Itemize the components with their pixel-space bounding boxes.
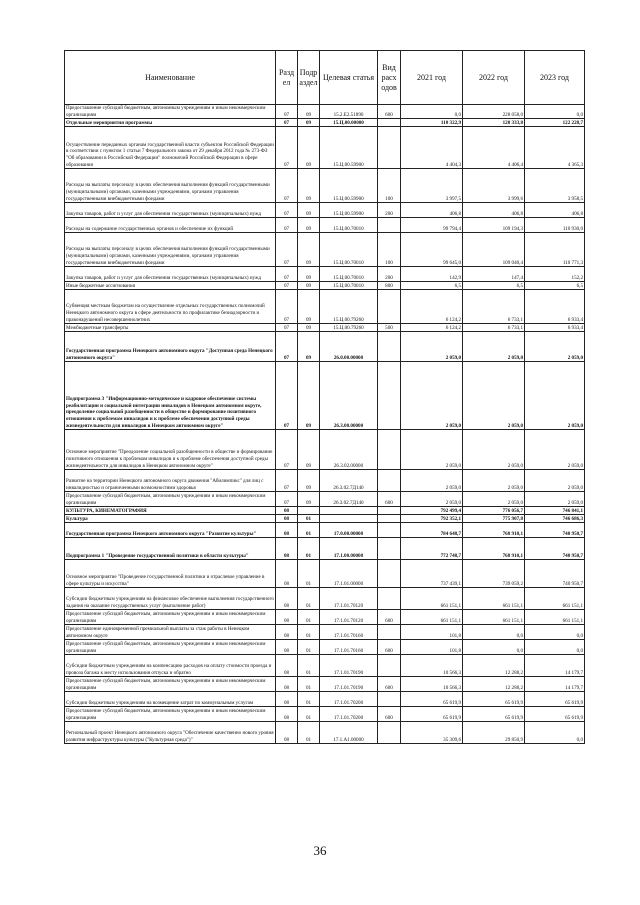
row-razdel: 07 [276,218,298,233]
row-amount-2022: 0,0 [463,625,525,640]
row-amount-2023: 4 365,3 [525,127,585,169]
row-amount-2022: 3 999,6 [463,169,525,203]
row-name: КУЛЬТУРА, КИНЕМАТОГРАФИЯ [65,507,276,515]
row-target-article: 17.1.01.70190 [320,655,378,677]
row-razdel: 08 [276,692,298,707]
row-name: Расходы на содержание государственных органов и обеспечение их функций [65,218,276,233]
row-name: Закупка товаров, работ и услуг для обеспечения государственных (муниципальных) нужд [65,203,276,218]
row-name: Предоставление субсидий бюджетным, автономным учреждениям и иным некоммерческим организациям [65,492,276,507]
budget-sheet [64,50,584,744]
row-target-article: 15.Ц.00.79260 [320,324,378,332]
row-name: Предоставление субсидий бюджетным, автономным учреждениям и иным некоммерческим организациям [65,677,276,692]
table-row [65,677,585,692]
table-row [65,560,585,588]
row-podrazdel: 09 [298,203,320,218]
row-expense-type: 600 [378,677,401,692]
row-name: Отдельные мероприятия программы [65,119,276,127]
row-target-article: 26.3.02.7Д140 [320,470,378,492]
row-amount-2022: 2 059,0 [463,470,525,492]
row-expense-type [378,507,401,515]
row-podrazdel: 09 [298,119,320,127]
table-row [65,127,585,169]
row-target-article: 17.1.01.70200 [320,692,378,707]
row-expense-type: 100 [378,169,401,203]
table-row [65,655,585,677]
row-expense-type [378,430,401,470]
row-amount-2022: 6 733,1 [463,290,525,324]
row-expense-type: 600 [378,492,401,507]
row-amount-2022: 768 910,1 [463,523,525,538]
row-name: Развитие на территории Ненецкого автономного округа движения "Абилимпикс" для лиц с инвалидностью и ограниченными возможностями здоровья [65,470,276,492]
table-row [65,507,585,515]
row-amount-2021: 406,8 [401,203,463,218]
row-razdel: 08 [276,560,298,588]
row-target-article: 17.1.01.70120 [320,610,378,625]
table-row [65,625,585,640]
row-amount-2023: 110 930,0 [525,218,585,233]
row-amount-2021: 2 059,0 [401,362,463,430]
row-razdel: 07 [276,119,298,127]
row-podrazdel: 09 [298,233,320,267]
row-amount-2023: 6 933,4 [525,290,585,324]
row-amount-2021: 2 059,0 [401,430,463,470]
row-amount-2021: 65 619,9 [401,692,463,707]
row-target-article: 15.Ц.00.70010 [320,233,378,267]
row-podrazdel: 01 [298,515,320,523]
row-name: Предоставление субсидий бюджетным, автономным учреждениям и иным некоммерческим организациям [65,610,276,625]
table-row [65,707,585,722]
row-target-article: 15.2.Е2.51890 [320,105,378,119]
table-row [65,430,585,470]
table-row [65,515,585,523]
row-razdel: 08 [276,507,298,515]
row-target-article: 17.1.01.00000 [320,560,378,588]
row-amount-2023: 152,2 [525,267,585,282]
row-expense-type [378,655,401,677]
row-name: Подпрограмма 1 "Проведение государственной политики в области культуры" [65,538,276,560]
header-razdel: Разд ел [276,51,298,105]
table-row [65,267,585,282]
row-razdel: 08 [276,640,298,655]
row-amount-2022: 147,4 [463,267,525,282]
row-amount-2023: 122 228,7 [525,119,585,127]
row-podrazdel: 01 [298,588,320,610]
table-row [65,290,585,324]
row-podrazdel: 01 [298,722,320,744]
row-expense-type [378,362,401,430]
header-year-2021: 2021 год [401,51,463,105]
table-row [65,588,585,610]
row-podrazdel: 01 [298,677,320,692]
row-podrazdel: 09 [298,290,320,324]
row-target-article [320,515,378,523]
row-amount-2022: 12 288,2 [463,677,525,692]
row-amount-2023: 0,0 [525,105,585,119]
header-podrazdel: Подр аздел [298,51,320,105]
row-name: Государственная программа Ненецкого автономного округа "Развитие культуры" [65,523,276,538]
table-row [65,470,585,492]
row-amount-2022: 109 194,3 [463,218,525,233]
row-podrazdel: 01 [298,538,320,560]
table-row [65,282,585,290]
row-podrazdel: 09 [298,105,320,119]
row-target-article: 17.1.01.70160 [320,625,378,640]
row-razdel: 08 [276,655,298,677]
row-amount-2022: 4 406,4 [463,127,525,169]
table-row [65,692,585,707]
row-amount-2021: 737 439,1 [401,560,463,588]
row-amount-2023: 0,0 [525,722,585,744]
row-razdel: 08 [276,625,298,640]
row-name: Субсидии бюджетным учреждениям на компенсацию расходов на оплату стоимости проезда и провоза багажа к месту использования отпуска и обратно [65,655,276,677]
row-amount-2023: 110 771,3 [525,233,585,267]
row-expense-type [378,470,401,492]
row-name: Предоставление субсидий бюджетным, автономным учреждениям и иным некоммерческим организациям [65,640,276,655]
row-amount-2021: 792 499,4 [401,507,463,515]
row-amount-2021: 35 309,6 [401,722,463,744]
row-amount-2022: 2 059,0 [463,430,525,470]
row-razdel: 08 [276,523,298,538]
row-razdel: 08 [276,677,298,692]
row-expense-type: 600 [378,707,401,722]
row-amount-2022: 2 059,0 [463,332,525,362]
row-target-article: 15.Ц.00.59900 [320,169,378,203]
row-amount-2022: 29 850,9 [463,722,525,744]
table-row [65,105,585,119]
table-row [65,119,585,127]
row-amount-2021: 110 322,9 [401,119,463,127]
row-amount-2021: 2 059,0 [401,492,463,507]
row-amount-2023: 0,0 [525,640,585,655]
row-amount-2021: 65 619,9 [401,707,463,722]
header-name: Наименование [65,51,276,105]
row-amount-2022: 12 288,2 [463,655,525,677]
row-podrazdel: 09 [298,282,320,290]
row-target-article: 26.3.02.00000 [320,430,378,470]
row-amount-2021: 772 748,7 [401,538,463,560]
row-podrazdel: 01 [298,560,320,588]
row-target-article: 17.1.01.70190 [320,677,378,692]
table-row [65,523,585,538]
row-amount-2022: 776 056,7 [463,507,525,515]
row-razdel: 07 [276,203,298,218]
row-target-article: 26.0.00.00000 [320,332,378,362]
row-target-article: 15.Ц.00.70010 [320,282,378,290]
row-podrazdel: 09 [298,362,320,430]
row-razdel: 07 [276,430,298,470]
row-razdel: 07 [276,332,298,362]
row-expense-type: 600 [378,610,401,625]
row-razdel: 07 [276,127,298,169]
row-expense-type: 500 [378,324,401,332]
row-amount-2023: 2 059,0 [525,332,585,362]
row-razdel: 07 [276,105,298,119]
row-razdel: 08 [276,588,298,610]
row-razdel: 08 [276,538,298,560]
row-amount-2023: 406,8 [525,203,585,218]
row-podrazdel: 01 [298,610,320,625]
page-number: 36 [313,843,327,858]
row-name: Осуществление переданных органам государственной власти субъектов Российской Федерации в соответствии с пунктом 1 статьи 7 Федерального закона от 29 декабря 2012 года № 273-ФЗ "Об образовании в Российской Федерации" полномочий Российской Федерации в сфере образования [65,127,276,169]
row-name: Субвенция местным бюджетам на осуществление отдельных государственных полномочий Ненецкого автономного округа в сфере деятельности по профилактике безнадзорности и правонарушений несовершеннолетних [65,290,276,324]
row-razdel: 07 [276,282,298,290]
row-amount-2021: 10 566,3 [401,677,463,692]
row-amount-2023: 14 179,7 [525,655,585,677]
row-amount-2021: 784 648,7 [401,523,463,538]
row-name: Государственная программа Ненецкого автономного округа "Доступная среда Ненецкого автономного округа" [65,332,276,362]
row-amount-2021: 10 566,3 [401,655,463,677]
row-expense-type [378,290,401,324]
row-amount-2023: 661 151,1 [525,610,585,625]
row-name: Предоставление субсидий бюджетным, автономным учреждениям и иным некоммерческим организациям [65,105,276,119]
row-podrazdel: 09 [298,169,320,203]
row-amount-2023: 2 059,0 [525,492,585,507]
row-name: Основное мероприятие "Проведение государственной политики и отраслевое управление в сфере культуры и искусства" [65,560,276,588]
row-expense-type [378,722,401,744]
row-podrazdel: 09 [298,267,320,282]
row-amount-2022: 65 619,9 [463,692,525,707]
row-razdel: 07 [276,290,298,324]
row-expense-type [378,515,401,523]
row-amount-2022: 109 040,4 [463,233,525,267]
row-podrazdel: 09 [298,430,320,470]
row-amount-2023: 740 950,7 [525,523,585,538]
table-row [65,538,585,560]
row-name: Субсидии бюджетным учреждениям на возмещение затрат по коммунальным услугам [65,692,276,707]
row-razdel: 07 [276,324,298,332]
row-amount-2023: 2 059,0 [525,362,585,430]
row-target-article: 26.3.00.00000 [320,362,378,430]
row-amount-2021: 661 151,1 [401,610,463,625]
row-expense-type [378,538,401,560]
row-podrazdel [298,507,320,515]
row-amount-2021: 99 645,0 [401,233,463,267]
row-podrazdel: 01 [298,640,320,655]
table-row [65,169,585,203]
row-podrazdel: 01 [298,523,320,538]
row-target-article: 17.0.00.00000 [320,523,378,538]
row-podrazdel: 09 [298,470,320,492]
row-razdel: 08 [276,707,298,722]
row-target-article: 15.Ц.00.79260 [320,290,378,324]
row-expense-type [378,625,401,640]
row-amount-2023: 740 950,7 [525,560,585,588]
row-target-article: 17.1.01.70160 [320,640,378,655]
row-expense-type [378,218,401,233]
row-amount-2023: 65 619,9 [525,707,585,722]
row-podrazdel: 01 [298,625,320,640]
row-amount-2023: 2 059,0 [525,470,585,492]
budget-table [64,50,585,744]
row-razdel: 08 [276,515,298,523]
row-razdel: 07 [276,492,298,507]
row-amount-2022: 120 333,8 [463,119,525,127]
row-name: Культура [65,515,276,523]
row-amount-2021: 6 124,2 [401,290,463,324]
row-name: Подпрограмма 3 "Информационно-методическое и кадровое обеспечение системы реабилитации и социальной интеграции инвалидов в Ненецком автономном округе, преодоление социальной разобщенности в обществе и формирование позитивного отношения к проблемам инвалидов и к проблеме обеспечения доступной среды жизнедеятельности для инвалидов в Ненецком автономном округе" [65,362,276,430]
row-amount-2023: 6,5 [525,282,585,290]
row-expense-type: 100 [378,233,401,267]
table-header-row [65,51,585,105]
row-amount-2021: 2 059,0 [401,332,463,362]
row-amount-2022: 6,5 [463,282,525,290]
row-target-article: 15.Ц.00.70010 [320,218,378,233]
row-podrazdel: 09 [298,332,320,362]
row-amount-2023: 746 841,1 [525,507,585,515]
header-expense-type: Вид расх одов [378,51,401,105]
row-target-article: 15.Ц.00.00000 [320,119,378,127]
header-target-article: Целевая статья [320,51,378,105]
row-amount-2022: 2 059,0 [463,362,525,430]
row-expense-type: 600 [378,640,401,655]
row-name: Региональный проект Ненецкого автономного округа "Обеспечение качественно нового уровня развития инфраструктуры культуры ("Культурная среда")" [65,722,276,744]
table-row [65,492,585,507]
row-podrazdel: 01 [298,692,320,707]
row-name: Закупка товаров, работ и услуг для обеспечения государственных (муниципальных) нужд [65,267,276,282]
row-amount-2022: 6 733,1 [463,324,525,332]
row-target-article: 15.Ц.00.59900 [320,127,378,169]
row-expense-type [378,588,401,610]
header-year-2022: 2022 год [463,51,525,105]
row-target-article: 17.1.00.00000 [320,538,378,560]
row-amount-2022: 661 151,1 [463,610,525,625]
row-amount-2021: 99 794,4 [401,218,463,233]
row-razdel: 07 [276,233,298,267]
row-podrazdel: 09 [298,324,320,332]
row-amount-2022: 661 151,1 [463,588,525,610]
row-target-article: 26.3.02.7Д140 [320,492,378,507]
row-amount-2022: 775 907,8 [463,515,525,523]
row-expense-type: 800 [378,282,401,290]
row-amount-2023: 14 179,7 [525,677,585,692]
row-amount-2021: 142,9 [401,267,463,282]
table-row [65,332,585,362]
row-name: Расходы на выплаты персоналу в целях обеспечения выполнения функций государственными (муниципальными) органами, казенными учреждениями, органами управления государственными внебюджетными фондами [65,233,276,267]
row-amount-2023: 0,0 [525,625,585,640]
row-razdel: 07 [276,470,298,492]
row-amount-2022: 65 619,9 [463,707,525,722]
row-amount-2021: 101,8 [401,640,463,655]
row-name: Межбюджетные трансферты [65,324,276,332]
row-amount-2021: 4 404,3 [401,127,463,169]
row-expense-type [378,127,401,169]
row-amount-2023: 661 151,1 [525,588,585,610]
row-target-article: 15.Ц.00.70010 [320,267,378,282]
row-amount-2021: 6,5 [401,282,463,290]
row-amount-2021: 792 352,1 [401,515,463,523]
row-razdel: 08 [276,610,298,625]
row-amount-2022: 0,0 [463,640,525,655]
row-expense-type: 200 [378,267,401,282]
row-amount-2023: 6 933,4 [525,324,585,332]
row-amount-2023: 746 686,3 [525,515,585,523]
row-amount-2022: 228 058,0 [463,105,525,119]
row-amount-2022: 406,8 [463,203,525,218]
table-row [65,722,585,744]
row-target-article: 17.1.01.70200 [320,707,378,722]
row-expense-type: 200 [378,203,401,218]
row-amount-2022: 739 059,2 [463,560,525,588]
row-amount-2022: 768 910,1 [463,538,525,560]
row-podrazdel: 09 [298,218,320,233]
table-row [65,233,585,267]
row-name: Основное мероприятие "Преодоление социальной разобщенности в обществе и формирование позитивного отношения к проблемам инвалидов и к проблеме обеспечения доступной среды жизнедеятельности для инвалидов в Ненецком автономном округе" [65,430,276,470]
row-amount-2023: 65 619,9 [525,692,585,707]
row-target-article [320,507,378,515]
row-amount-2021: 101,8 [401,625,463,640]
row-expense-type [378,332,401,362]
row-amount-2021: 0,0 [401,105,463,119]
header-year-2023: 2023 год [525,51,585,105]
table-row [65,218,585,233]
row-name: Субсидии бюджетным учреждениям на финансовое обеспечение выполнения государственного задания на оказание государственных услуг (выполнение работ) [65,588,276,610]
row-razdel: 07 [276,267,298,282]
table-row [65,640,585,655]
row-expense-type [378,692,401,707]
row-podrazdel: 01 [298,707,320,722]
row-amount-2021: 661 151,1 [401,588,463,610]
row-amount-2023: 2 059,0 [525,430,585,470]
row-amount-2021: 6 124,2 [401,324,463,332]
row-amount-2021: 3 997,5 [401,169,463,203]
table-row [65,610,585,625]
row-target-article: 15.Ц.00.59900 [320,203,378,218]
row-podrazdel: 09 [298,492,320,507]
row-amount-2022: 2 059,0 [463,492,525,507]
row-expense-type [378,560,401,588]
table-row [65,362,585,430]
row-name: Расходы на выплаты персоналу в целях обеспечения выполнения функций государственными (муниципальными) органами, казенными учреждениями, органами управления государственными внебюджетными фондами [65,169,276,203]
row-podrazdel: 09 [298,127,320,169]
row-amount-2021: 2 059,0 [401,470,463,492]
row-target-article: 17.1.01.70120 [320,588,378,610]
row-razdel: 08 [276,722,298,744]
row-razdel: 07 [276,362,298,430]
row-amount-2023: 3 958,5 [525,169,585,203]
row-razdel: 07 [276,169,298,203]
row-expense-type [378,523,401,538]
table-row [65,203,585,218]
row-expense-type [378,119,401,127]
row-target-article: 17.1.А1.00000 [320,722,378,744]
row-expense-type: 600 [378,105,401,119]
row-podrazdel: 01 [298,655,320,677]
row-name: Предоставление субсидий бюджетным, автономным учреждениям и иным некоммерческим организациям [65,707,276,722]
row-name: Иные бюджетные ассигнования [65,282,276,290]
row-amount-2023: 740 950,7 [525,538,585,560]
row-name: Предоставление единовременной премиальной выплаты за стаж работы в Ненецком автономном округе [65,625,276,640]
table-row [65,324,585,332]
